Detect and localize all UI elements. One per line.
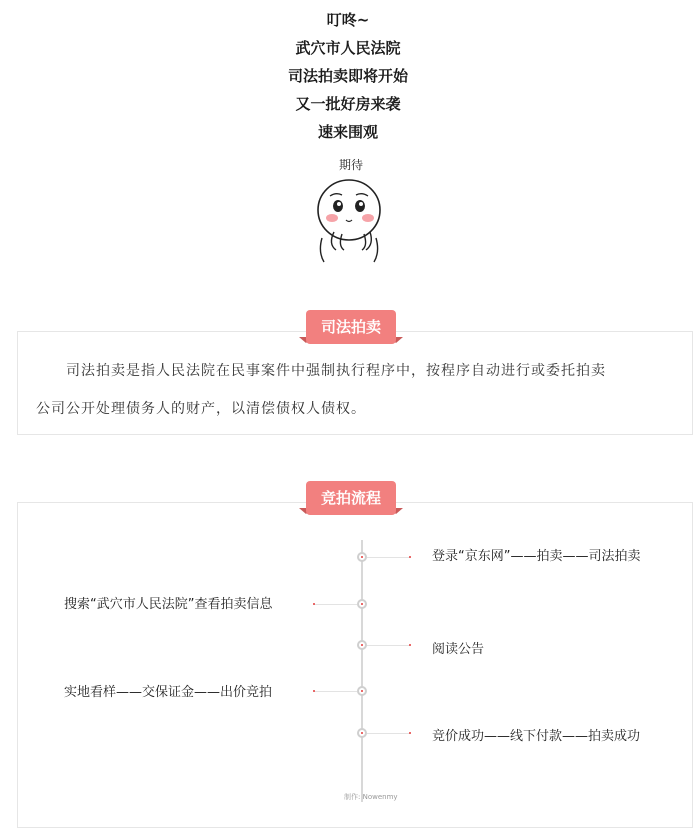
section-title-bidding-process: 竞拍流程 — [306, 481, 396, 515]
intro-line-2: 武穴市人民法院 — [295, 39, 401, 57]
intro-line-3: 司法拍卖即将开始 — [287, 67, 408, 85]
sticker-caption: 期待 — [338, 158, 363, 172]
section-title-judicial-auction: 司法拍卖 — [306, 310, 396, 344]
intro-line-4: 又一批好房来袭 — [295, 95, 401, 113]
timeline-connector-5 — [367, 733, 410, 734]
intro-line-1: 叮咚~ — [326, 11, 370, 29]
step-3-label: 阅读公告 — [432, 642, 485, 657]
timeline-node-2 — [357, 599, 367, 609]
timeline-connector-2 — [314, 604, 357, 605]
step-5-label: 竞价成功——线下付款——拍卖成功 — [432, 729, 641, 744]
timeline-connector-3 — [367, 645, 410, 646]
timeline-dot-4 — [313, 690, 315, 692]
step-4-label: 实地看样——交保证金——出价竞拍 — [64, 685, 273, 700]
expecting-sticker — [308, 152, 394, 264]
description-line-2: 公司公开处理债务人的财产，以清偿债权人债权。 — [36, 401, 366, 417]
step-2-label: 搜索“武穴市人民法院”查看拍卖信息 — [64, 597, 273, 612]
timeline-connector-1 — [367, 557, 410, 558]
timeline-node-1 — [357, 552, 367, 562]
description-line-1: 司法拍卖是指人民法院在民事案件中强制执行程序中，按程序自动进行或委托拍卖 — [66, 363, 606, 379]
timeline-dot-5 — [409, 732, 411, 734]
step-1-label: 登录“京东网”——拍卖——司法拍卖 — [432, 549, 641, 564]
timeline-node-5 — [357, 728, 367, 738]
timeline-axis — [361, 540, 363, 802]
timeline-dot-1 — [409, 556, 411, 558]
timeline-dot-2 — [313, 603, 315, 605]
cute-face-icon — [308, 152, 394, 264]
timeline-node-4 — [357, 686, 367, 696]
timeline-node-3 — [357, 640, 367, 650]
intro-line-5: 速来围观 — [317, 123, 378, 141]
judicial-auction-description — [36, 352, 666, 428]
watermark: 制作: Nowenmy — [344, 793, 398, 801]
timeline-connector-4 — [314, 691, 357, 692]
timeline-dot-3 — [409, 644, 411, 646]
